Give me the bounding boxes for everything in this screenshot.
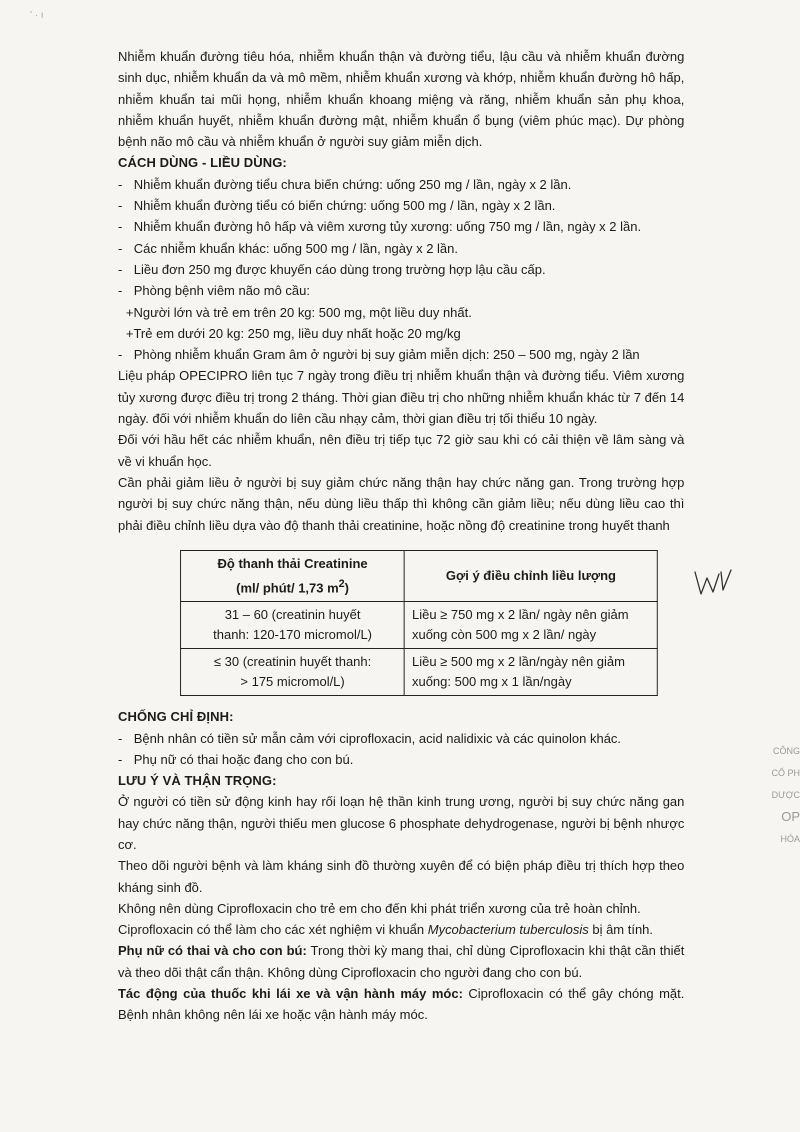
header-superscript: 2 [338,577,345,590]
renal-adjust-paragraph: Cần phải giảm liều ở người bị suy giảm chức năng thận hay chức năng gan. Trong trường hợp người bị suy chức năng thận, nếu dùng liều thấp thì không cần giảm liều; nếu dùng liều cao thì phải điều chỉnh liều dựa vào độ thanh thải creatinine, hoặc nồng độ creatinine trong huyết thanh [118,474,685,533]
therapy-duration-paragraph: Liệu pháp OPECIPRO liên tục 7 ngày trong điều trị nhiễm khuẩn thận và đường tiểu. Viêm xương tủy xương được điều trị trong 2 tháng. Thời gian điều trị cho những nhiễm khuẩn khác từ 7 đến 14 ngày. đối với nhiễm khuẩn do liên cầu nhạy cảm, thời gian điều trị tối thiểu 10 ngày. [118,368,685,427]
dosage-item: - Nhiễm khuẩn đường hô hấp và viêm xương tủy xương: uống 750 mg / lần, ngày x 2 lần. [118,216,684,237]
table-cell [405,602,658,649]
creatinine-dose-table [180,550,658,696]
dosage-heading: CÁCH DÙNG - LIỀU DÙNG: [118,155,287,171]
dosage-item: - Nhiễm khuẩn đường tiểu chưa biến chứng: uống 250 mg / lần, ngày x 2 lần. [118,174,684,195]
table-cell [181,602,405,649]
contraindication-item: - Phụ nữ có thai hoặc đang cho con bú. [118,749,684,770]
stamp-text: DƯỢC [771,790,800,800]
stamp-text: HÓA [780,834,800,844]
cell-line: thanh: 120-170 micromol/L) [213,627,372,643]
table-header-clearance [181,550,405,601]
cell-line: xuống: 500 mg x 1 lần/ngày [411,674,572,690]
caution-paragraph: Theo dõi người bệnh và làm kháng sinh đồ thường xuyên để có biện pháp điều trị thích hợp theo kháng sinh đồ. [118,858,685,895]
cell-line: 31 – 60 (creatinin huyết [224,607,361,623]
stamp-edge [766,740,800,940]
contraindications-heading: CHỐNG CHỈ ĐỊNH: [118,709,234,725]
text-run: Trong thời kỳ mang thai, chỉ dùng Ciprofloxacin khi thật cần thiết và theo dõi thật cẩn thận. Không dùng Ciprofloxacin cho người đang cho con bú. [118,943,685,980]
indications-paragraph: Nhiễm khuẩn đường tiêu hóa, nhiễm khuẩn thận và đường tiểu, lậu cầu và nhiễm khuẩn đường sinh dục, nhiễm khuẩn da và mô mềm, nhiễm khuẩn xương và khớp, nhiễm khuẩn đường hô hấp, nhiễm khuẩn tai mũi họng, nhiễm khuẩn khoang miệng và răng, nhiễm khuẩn sản phụ khoa, nhiễm khuẩn huyết, nhiễm khuẩn đường mật, nhiễm khuẩn ổ bụng (viêm phúc mạc). Dự phòng bệnh não mô cầu và nhiễm khuẩn ở người suy giảm miễn dịch. [118,49,685,150]
dosage-item: - Phòng bệnh viêm não mô cầu: [118,280,684,301]
stamp-text: OP [781,809,800,824]
cell-line: Liều ≥ 500 mg x 2 lần/ngày nên giảm [411,654,625,670]
contraindications-list [118,728,684,771]
table-cell [405,649,658,696]
dosage-item: - Nhiễm khuẩn đường tiểu có biến chứng: uống 500 mg / lần, ngày x 2 lần. [118,195,684,216]
header-line: Độ thanh thải Creatinine [217,555,368,571]
corner-mark: ' · ı [30,10,44,21]
table-row [181,602,658,649]
cautions-heading: LƯU Ý VÀ THẬN TRỌNG: [118,773,277,789]
dosage-item: - Phòng nhiễm khuẩn Gram âm ở người bị suy giảm miễn dịch: 250 – 500 mg, ngày 2 lần [118,344,684,365]
dosage-item: - Liều đơn 250 mg được khuyến cáo dùng trong trường hợp lậu cầu cấp. [118,259,684,280]
pregnancy-paragraph [118,940,684,983]
cell-line: > 175 micromol/L) [240,674,345,690]
document-page [118,46,684,1026]
table-row [181,649,658,696]
dosage-list [118,174,684,302]
contraindication-item: - Bệnh nhân có tiền sử mẫn cảm với ciprofloxacin, acid nalidixic và các quinolon khác. [118,728,684,749]
text-run: Ciprofloxacin có thể làm cho các xét nghiệm vi khuẩn [118,922,428,938]
dosage-sub-list [118,302,684,345]
pregnancy-label: Phụ nữ có thai và cho con bú: [118,943,307,959]
table-header-suggestion: Gợi ý điều chỉnh liều lượng [405,550,658,601]
header-line: (ml/ phút/ 1,73 m [236,580,339,596]
dosage-list-last [118,344,684,365]
driving-label: Tác động của thuốc khi lái xe và vận hành máy móc: [118,986,463,1002]
species-name: Mycobacterium tuberculosis [427,922,589,938]
dosage-item: - Các nhiễm khuẩn khác: uống 500 mg / lần, ngày x 2 lần. [118,238,684,259]
caution-paragraph [118,919,684,940]
cell-line: ≤ 30 (creatinin huyết thanh: [213,654,372,670]
header-line-end: ) [344,580,350,596]
handwritten-initials [693,568,735,598]
driving-paragraph [118,983,684,1026]
stamp-text: CÔNG [773,746,800,756]
caution-paragraph: Không nên dùng Ciprofloxacin cho trẻ em cho đến khi phát triển xương của trẻ hoàn chỉnh. [118,900,641,916]
table-header-row [181,550,658,601]
cell-line: xuống còn 500 mg x 2 lần/ ngày [411,627,597,643]
stamp-text: CỔ PH [771,768,800,778]
text-run: bị âm tính. [588,922,654,938]
table-cell [181,649,405,696]
text-run: Ciprofloxacin có thể gây chóng mặt. Bệnh nhân không nên lái xe hoặc vận hành máy móc. [118,986,685,1023]
cell-line: Liều ≥ 750 mg x 2 lần/ ngày nên giảm [411,607,629,623]
dosage-sub-item: +Trẻ em dưới 20 kg: 250 mg, liều duy nhất hoặc 20 mg/kg [125,325,461,341]
dosage-sub-item: +Người lớn và trẻ em trên 20 kg: 500 mg, một liều duy nhất. [125,304,472,320]
continuation-paragraph: Đối với hầu hết các nhiễm khuẩn, nên điều trị tiếp tục 72 giờ sau khi có cải thiện về lâm sàng và về vi khuẩn học. [118,432,685,469]
caution-paragraph: Ở người có tiền sử động kinh hay rối loạn hệ thần kinh trung ương, người bị suy chức năng gan hay chức năng thận, người thiếu men glucose 6 phosphate dehydrogenase, người bị bệnh nhược cơ. [118,794,685,852]
